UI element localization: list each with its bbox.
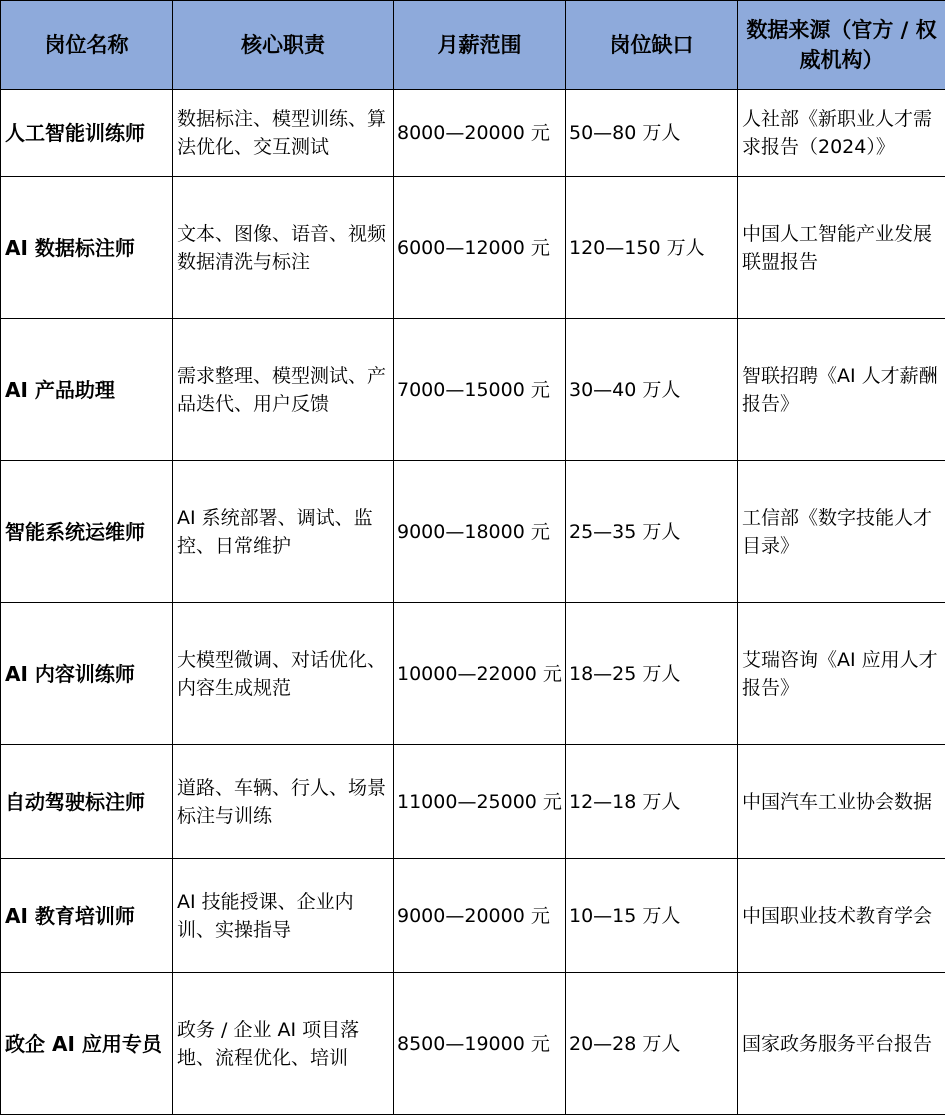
- job-gap: 50—80 万人: [566, 90, 738, 177]
- job-source: 智联招聘《AI 人才薪酬报告》: [738, 319, 945, 461]
- job-gap: 25—35 万人: [566, 461, 738, 603]
- job-salary: 9000—20000 元: [394, 859, 566, 973]
- job-title: 人工智能训练师: [1, 90, 173, 177]
- table-row: [1, 461, 945, 603]
- header-gap: 岗位缺口: [566, 1, 738, 90]
- job-duties: AI 技能授课、企业内训、实操指导: [173, 859, 394, 973]
- job-salary: 6000—12000 元: [394, 177, 566, 319]
- job-source: 国家政务服务平台报告: [738, 973, 945, 1115]
- job-source: 艾瑞咨询《AI 应用人才报告》: [738, 603, 945, 745]
- job-source: 中国人工智能产业发展联盟报告: [738, 177, 945, 319]
- job-duties: 大模型微调、对话优化、内容生成规范: [173, 603, 394, 745]
- header-duties: 核心职责: [173, 1, 394, 90]
- job-title: AI 教育培训师: [1, 859, 173, 973]
- header-source: 数据来源（官方 / 权威机构）: [738, 1, 945, 90]
- job-salary: 10000—22000 元: [394, 603, 566, 745]
- job-gap: 120—150 万人: [566, 177, 738, 319]
- table-row: [1, 90, 945, 177]
- job-title: AI 内容训练师: [1, 603, 173, 745]
- job-gap: 18—25 万人: [566, 603, 738, 745]
- header-row: [1, 1, 945, 90]
- job-title: AI 数据标注师: [1, 177, 173, 319]
- job-duties: 文本、图像、语音、视频数据清洗与标注: [173, 177, 394, 319]
- job-salary: 8500—19000 元: [394, 973, 566, 1115]
- job-source: 中国汽车工业协会数据: [738, 745, 945, 859]
- job-title: AI 产品助理: [1, 319, 173, 461]
- job-source: 工信部《数字技能人才目录》: [738, 461, 945, 603]
- header-salary: 月薪范围: [394, 1, 566, 90]
- table-row: [1, 973, 945, 1115]
- job-duties: 政务 / 企业 AI 项目落地、流程优化、培训: [173, 973, 394, 1115]
- job-duties: 道路、车辆、行人、场景标注与训练: [173, 745, 394, 859]
- job-source: 人社部《新职业人才需求报告（2024）》: [738, 90, 945, 177]
- job-salary: 11000—25000 元: [394, 745, 566, 859]
- job-duties: 需求整理、模型测试、产品迭代、用户反馈: [173, 319, 394, 461]
- job-salary: 9000—18000 元: [394, 461, 566, 603]
- job-duties: AI 系统部署、调试、监控、日常维护: [173, 461, 394, 603]
- table-row: [1, 603, 945, 745]
- table-row: [1, 177, 945, 319]
- job-title: 自动驾驶标注师: [1, 745, 173, 859]
- job-duties: 数据标注、模型训练、算法优化、交互测试: [173, 90, 394, 177]
- job-gap: 20—28 万人: [566, 973, 738, 1115]
- job-gap: 10—15 万人: [566, 859, 738, 973]
- job-title: 智能系统运维师: [1, 461, 173, 603]
- job-salary: 7000—15000 元: [394, 319, 566, 461]
- table-row: [1, 859, 945, 973]
- job-gap: 30—40 万人: [566, 319, 738, 461]
- header-job-title: 岗位名称: [1, 1, 173, 90]
- job-gap: 12—18 万人: [566, 745, 738, 859]
- job-title: 政企 AI 应用专员: [1, 973, 173, 1115]
- table-row: [1, 319, 945, 461]
- table-row: [1, 745, 945, 859]
- job-salary: 8000—20000 元: [394, 90, 566, 177]
- job-source: 中国职业技术教育学会: [738, 859, 945, 973]
